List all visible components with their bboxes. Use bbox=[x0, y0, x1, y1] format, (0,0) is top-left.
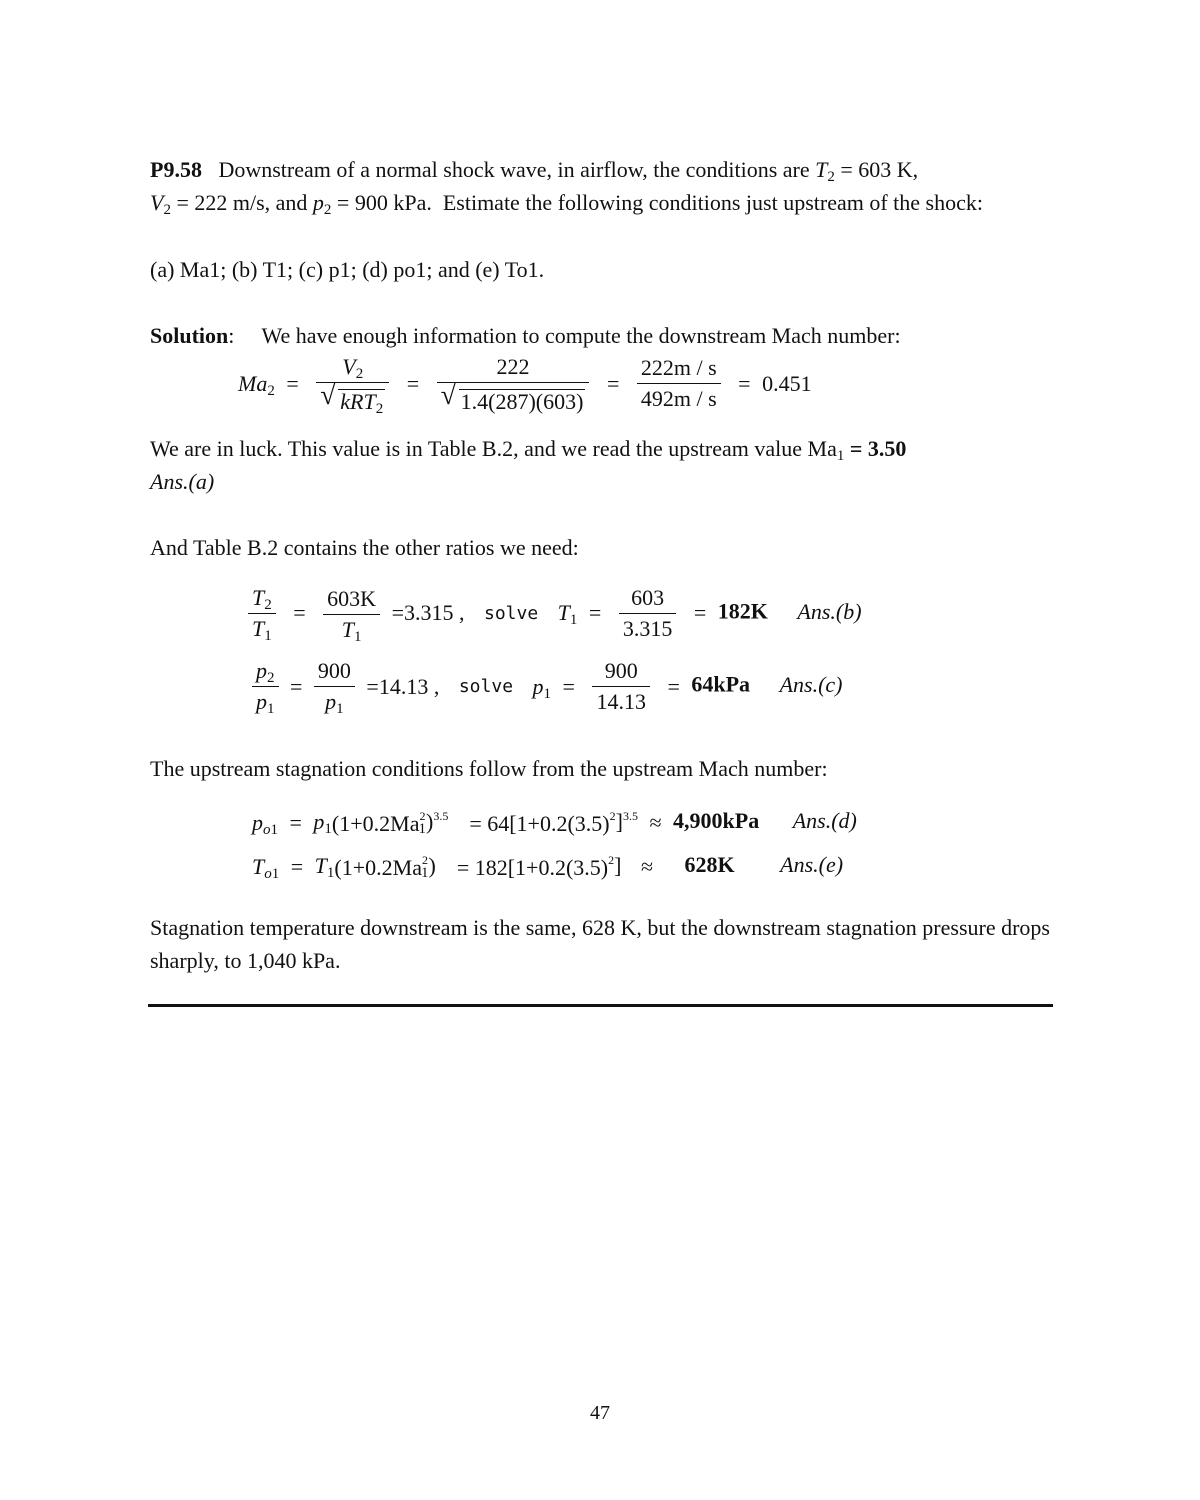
table-paragraph bbox=[150, 531, 1050, 564]
eq1-frac-2 bbox=[437, 354, 590, 414]
v2-value: = 222 m/s, and bbox=[176, 190, 308, 215]
eq2-ratio: =3.315 , bbox=[391, 600, 465, 626]
problem-id: P9.58 bbox=[150, 157, 202, 182]
eq3-solve: solve bbox=[458, 676, 514, 697]
luck-text: We are in luck. This value is in Table B.2, and we read the upstream value Ma bbox=[150, 436, 837, 461]
eq1-num1: V bbox=[342, 354, 356, 379]
eq4-answer: 4,900kPa bbox=[673, 808, 760, 833]
eq1-result: 0.451 bbox=[762, 370, 812, 396]
solution-intro-text: We have enough information to compute the downstream Mach number: bbox=[261, 323, 901, 348]
solution-intro: Solution: We have enough information to compute the downstream Mach number: bbox=[150, 323, 901, 348]
eq2-num-right: 603 bbox=[619, 585, 677, 614]
answer-e-label: Ans.(e) bbox=[780, 852, 844, 877]
problem-parts bbox=[150, 253, 1050, 286]
eq1-num2: 222 bbox=[437, 354, 590, 383]
stagnation-text: The upstream stagnation conditions follow from the upstream Mach number: bbox=[150, 756, 828, 781]
eq2-num-left: 603K bbox=[327, 585, 377, 611]
page-number: 47 bbox=[590, 1402, 610, 1424]
p2-value: = 900 kPa. bbox=[336, 190, 432, 215]
closing-text: Stagnation temperature downstream is the same, 628 K, but the downstream stagnation pressure drops sharply, to 1,040 kPa. bbox=[150, 915, 1050, 973]
eq5-rhs: = 182[1+0.2(3.5) bbox=[456, 854, 609, 880]
eq3-num-right: 900 bbox=[592, 658, 650, 687]
problem-statement: P9.58 Downstream of a normal shock wave, in airflow, the conditions are $T_2 = 603$ K, $V_2 = 222$ m/s, and $p_2 = 900$ kPa. Estimate the following conditions just upstream of the shock: bbox=[150, 157, 983, 218]
answer-c-label: Ans.(c) bbox=[779, 671, 843, 697]
eq1-frac-3 bbox=[637, 355, 721, 412]
parts-text: (a) Ma1; (b) T1; (c) p1; (d) po1; and (e) To1. bbox=[150, 257, 545, 282]
eq4-mid: (1+0.2Ma bbox=[331, 810, 420, 836]
eq1-den1: kRT bbox=[340, 388, 376, 414]
eq1-den2: 1.4(287)(603) bbox=[460, 388, 584, 414]
eq4-rhs: = 64[1+0.2(3.5) bbox=[469, 810, 610, 836]
table-text: And Table B.2 contains the other ratios we need: bbox=[150, 535, 579, 560]
stagnation-paragraph bbox=[150, 752, 1050, 785]
temperature-equation: $\frac{T_2}{T_1}$ = $\frac{603K}{T_1}$ =3.315 , solve $T_1$ = $\frac{603}{3.315}$ = 182K Ans.(b) bbox=[248, 584, 862, 643]
eq1-num3: 222m / s bbox=[637, 355, 721, 384]
eq5-answer: 628K bbox=[684, 852, 735, 877]
eq2-den-right: 3.315 bbox=[622, 615, 673, 641]
problem-line2: Estimate the following conditions just upstream of the shock: bbox=[442, 190, 983, 215]
answer-b-label: Ans.(b) bbox=[797, 598, 862, 624]
eq2-answer: 182K bbox=[717, 598, 768, 624]
solution-label: Solution bbox=[150, 323, 229, 348]
sqrt-icon: √ bbox=[320, 380, 336, 412]
eq5-approx: ≈ bbox=[640, 853, 654, 879]
luck-paragraph: We are in luck. This value is in Table B.2, and we read the upstream value $Ma_1 = 3.50$ Ans.(a) bbox=[150, 436, 907, 494]
stagnation-pressure-equation: $p_{o1} = p_1(1+0.2Ma^2_1)^{3.5} = 64[1+0.2(3.5)^2]^{3.5} \approx 4,900kPa$ Ans.(d) bbox=[252, 808, 857, 838]
eq3-num-left: 900 bbox=[314, 658, 355, 687]
closing-paragraph bbox=[150, 911, 1050, 977]
eq2-solve: solve bbox=[483, 602, 539, 624]
eq4-approx: ≈ bbox=[649, 809, 662, 835]
eq1-lhs: Ma bbox=[238, 370, 268, 396]
eq3-answer: 64kPa bbox=[691, 671, 751, 697]
eq1-frac-1: $V_2$ √ kRT$_2$ bbox=[316, 354, 389, 414]
stagnation-temperature-equation: $T_{o1} = T_1(1+0.2Ma^2_1) = 182[1+0.2(3.5)^2] \approx 628K$ Ans.(e) bbox=[252, 852, 844, 882]
pressure-equation: $\frac{p_2}{p_1}$ = $\frac{900}{p_1}$ =14.13 , solve $p_1$ = $\frac{900}{14.13}$ = 64kPa Ans.(c) bbox=[252, 658, 842, 715]
eq5-mid: (1+0.2Ma bbox=[334, 854, 422, 880]
eq1-den3: 492m / s bbox=[640, 386, 717, 412]
luck-value: = 3.50 bbox=[849, 436, 907, 461]
t2-value: = 603 K, bbox=[840, 157, 919, 182]
sqrt-icon: √ bbox=[440, 380, 456, 412]
problem-line1: Downstream of a normal shock wave, in airflow, the conditions are bbox=[218, 157, 810, 182]
eq3-ratio: =14.13 , bbox=[366, 673, 440, 699]
eq3-den-right: 14.13 bbox=[596, 689, 646, 714]
answer-a-label: Ans.(a) bbox=[150, 469, 215, 494]
horizontal-rule bbox=[148, 1004, 1053, 1007]
answer-d-label: Ans.(d) bbox=[792, 808, 857, 833]
mach-equation: $Ma_2$ = $V_2$ √ kRT$_2$ = 222 √ 1.4(287)(603) = $\frac{222m / s}{492m / s}$ = 0.451 bbox=[238, 354, 812, 417]
